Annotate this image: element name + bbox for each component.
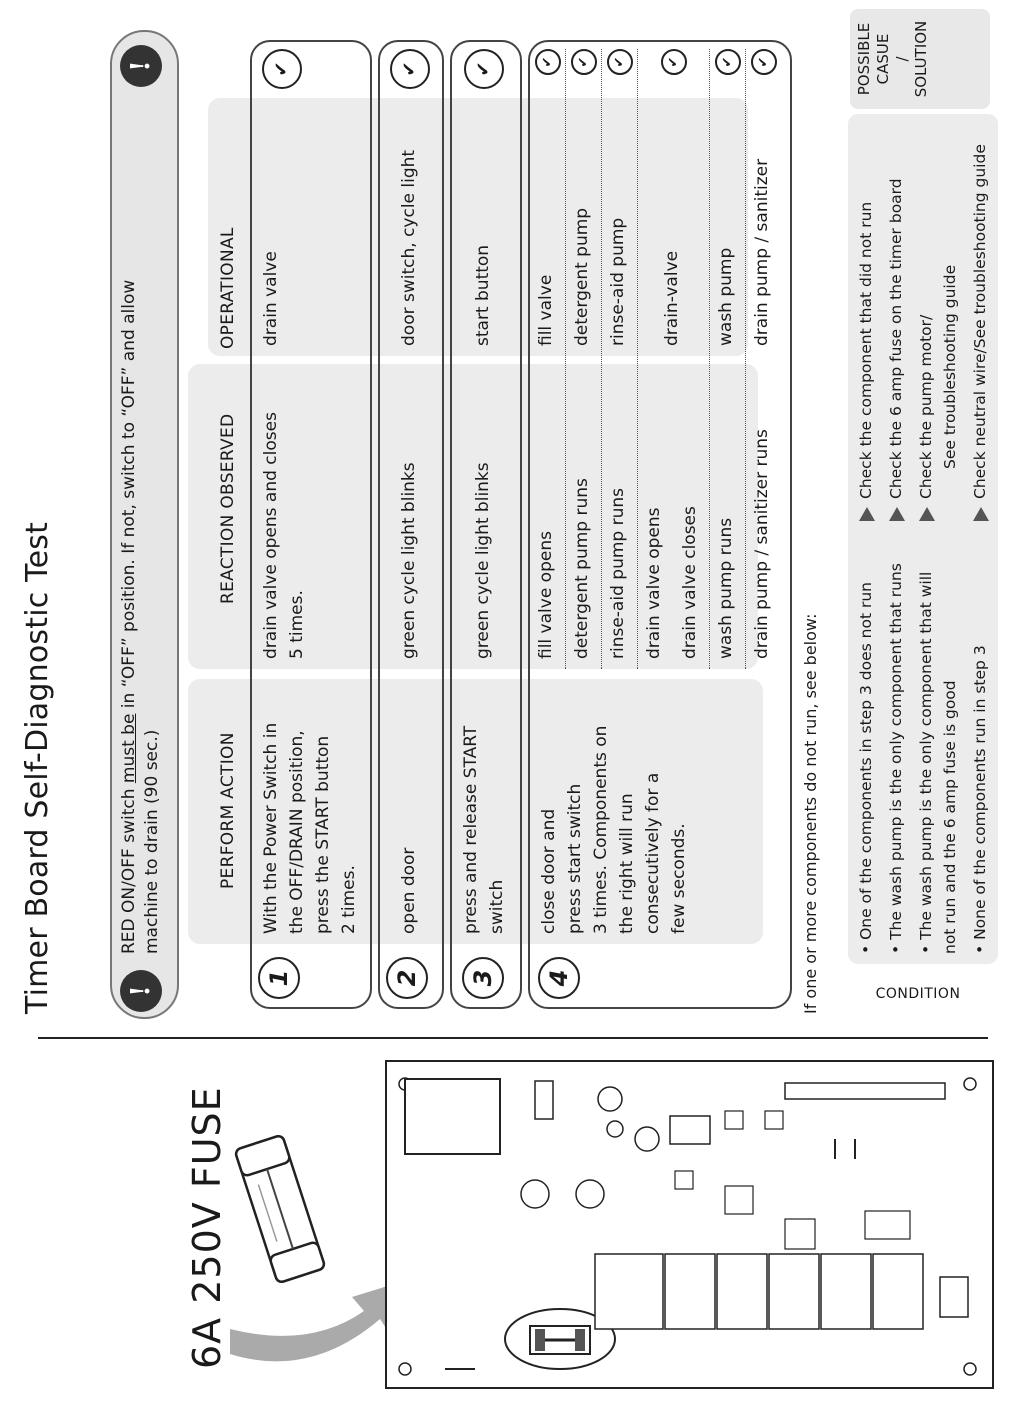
step-4-reaction: wash pump runs bbox=[716, 517, 736, 659]
step-3-reaction: green cycle light blinks bbox=[473, 462, 493, 659]
solution-item: Check the component that did not run bbox=[857, 201, 875, 499]
step-4-reaction: detergent pump runs bbox=[572, 478, 592, 659]
warning-icon: ! bbox=[120, 970, 162, 1012]
divider-line bbox=[38, 1037, 988, 1039]
step-4-operational: drain pump / sanitizer bbox=[752, 158, 772, 346]
solution-item: Check the 6 amp fuse on the timer board bbox=[887, 178, 905, 499]
condition-item: • None of the components run in step 3 bbox=[971, 645, 989, 954]
step-4-action-line: close door and bbox=[539, 808, 559, 934]
condition-label: CONDITION bbox=[875, 986, 961, 1002]
intro-line1-post: in “OFF” position. If not, switch to “OFF” and allow bbox=[119, 279, 139, 714]
troubleshoot-intro: If one or more components do not run, see below: bbox=[801, 613, 820, 1014]
step-2-number: 2 bbox=[386, 957, 428, 999]
step-1-action-line: the OFF/DRAIN position, bbox=[287, 730, 307, 934]
intro-must-be: must be bbox=[119, 713, 139, 784]
check-circle-icon: ✔ bbox=[751, 49, 777, 75]
step-4-operational: rinse-aid pump bbox=[608, 217, 628, 346]
step-3-operational: start button bbox=[473, 244, 493, 346]
condition-item: not run and the 6 amp fuse is good bbox=[941, 680, 959, 954]
row-separator bbox=[601, 49, 602, 669]
step-4-operational: drain-valve bbox=[662, 250, 682, 346]
header-perform: PERFORM ACTION bbox=[218, 732, 238, 889]
step-4-action-line: consecutively for a bbox=[643, 772, 663, 934]
step-4-action-line: few seconds. bbox=[669, 823, 689, 934]
step-4-reaction: drain pump / sanitizer runs bbox=[752, 429, 772, 659]
solution-item: Check neutral wire/See troubleshooting guide bbox=[971, 144, 989, 499]
step-4-reaction: drain valve closes bbox=[680, 506, 700, 659]
step-3-number: 3 bbox=[462, 957, 504, 999]
step-1-action-line: press the START button bbox=[313, 735, 333, 934]
check-circle-icon: ✔ bbox=[715, 49, 741, 75]
step-4-operational: detergent pump bbox=[572, 207, 592, 346]
fuse-label: 6A 250V FUSE bbox=[185, 1086, 229, 1369]
solution-label bbox=[855, 19, 931, 99]
step-2-reaction: green cycle light blinks bbox=[399, 462, 419, 659]
intro-line2: machine to drain (90 sec.) bbox=[142, 729, 162, 954]
header-reaction: REACTION OBSERVED bbox=[218, 413, 238, 604]
intro-line1-pre: RED ON/OFF switch bbox=[119, 783, 139, 954]
row-separator bbox=[745, 49, 746, 669]
condition-item: • The wash pump is the only component that will bbox=[917, 571, 935, 954]
header-operational: OPERATIONAL bbox=[218, 227, 238, 349]
row-separator bbox=[637, 49, 638, 669]
step-1-reaction-line: 5 times. bbox=[287, 590, 307, 659]
check-circle-icon: ✔ bbox=[262, 49, 302, 89]
step-1-number: 1 bbox=[258, 957, 300, 999]
solution-item: See troubleshooting guide bbox=[941, 264, 959, 469]
step-1-operational: drain valve bbox=[261, 251, 281, 346]
step-3-action-line: press and release START bbox=[461, 725, 481, 934]
check-circle-icon: ✔ bbox=[661, 49, 687, 75]
timer-board-diagram bbox=[385, 1060, 994, 1389]
step-1-action-line: 2 times. bbox=[339, 865, 359, 934]
condition-label-box bbox=[850, 969, 1000, 1019]
step-4-reaction: drain valve opens bbox=[644, 507, 664, 659]
solution-item: Check the pump motor/ bbox=[917, 314, 935, 499]
step-4-operational: wash pump bbox=[716, 247, 736, 346]
condition-item: • The wash pump is the only component that runs bbox=[887, 563, 905, 954]
step-4-operational: fill valve bbox=[536, 274, 556, 346]
condition-item: • One of the components in step 3 does not run bbox=[857, 582, 875, 954]
step-4-action-line: press start switch bbox=[565, 783, 585, 934]
row-separator bbox=[709, 49, 710, 669]
step-2-action: open door bbox=[399, 847, 419, 934]
step-4-number: 4 bbox=[538, 957, 580, 999]
step-4-action-line: 3 times. Components on bbox=[591, 725, 611, 934]
check-circle-icon: ✔ bbox=[607, 49, 633, 75]
step-4-reaction: fill valve opens bbox=[536, 531, 556, 659]
step-3-action-line: switch bbox=[487, 879, 507, 934]
check-circle-icon: ✔ bbox=[571, 49, 597, 75]
arrow-right-icon bbox=[919, 507, 935, 521]
check-circle-icon: ✔ bbox=[464, 49, 504, 89]
step-2-operational: door switch, cycle light bbox=[399, 149, 419, 346]
arrow-right-icon bbox=[973, 507, 989, 521]
check-circle-icon: ✔ bbox=[390, 49, 430, 89]
solution-label-line: POSSIBLE CASUE bbox=[855, 22, 892, 96]
arrow-right-icon bbox=[889, 507, 905, 521]
row-separator bbox=[565, 49, 566, 669]
step-4-reaction: rinse-aid pump runs bbox=[608, 488, 628, 659]
step-4-action-line: the right will run bbox=[617, 793, 637, 934]
check-circle-icon: ✔ bbox=[535, 49, 561, 75]
solution-label-line: / SOLUTION bbox=[893, 20, 930, 98]
arrow-right-icon bbox=[859, 507, 875, 521]
step-1-action-line: With the Power Switch in bbox=[261, 722, 281, 934]
step-1-reaction-line: drain valve opens and closes bbox=[261, 412, 281, 659]
warning-icon-right: ! bbox=[120, 45, 162, 87]
page-title: Timer Board Self-Diagnostic Test bbox=[20, 521, 55, 1014]
